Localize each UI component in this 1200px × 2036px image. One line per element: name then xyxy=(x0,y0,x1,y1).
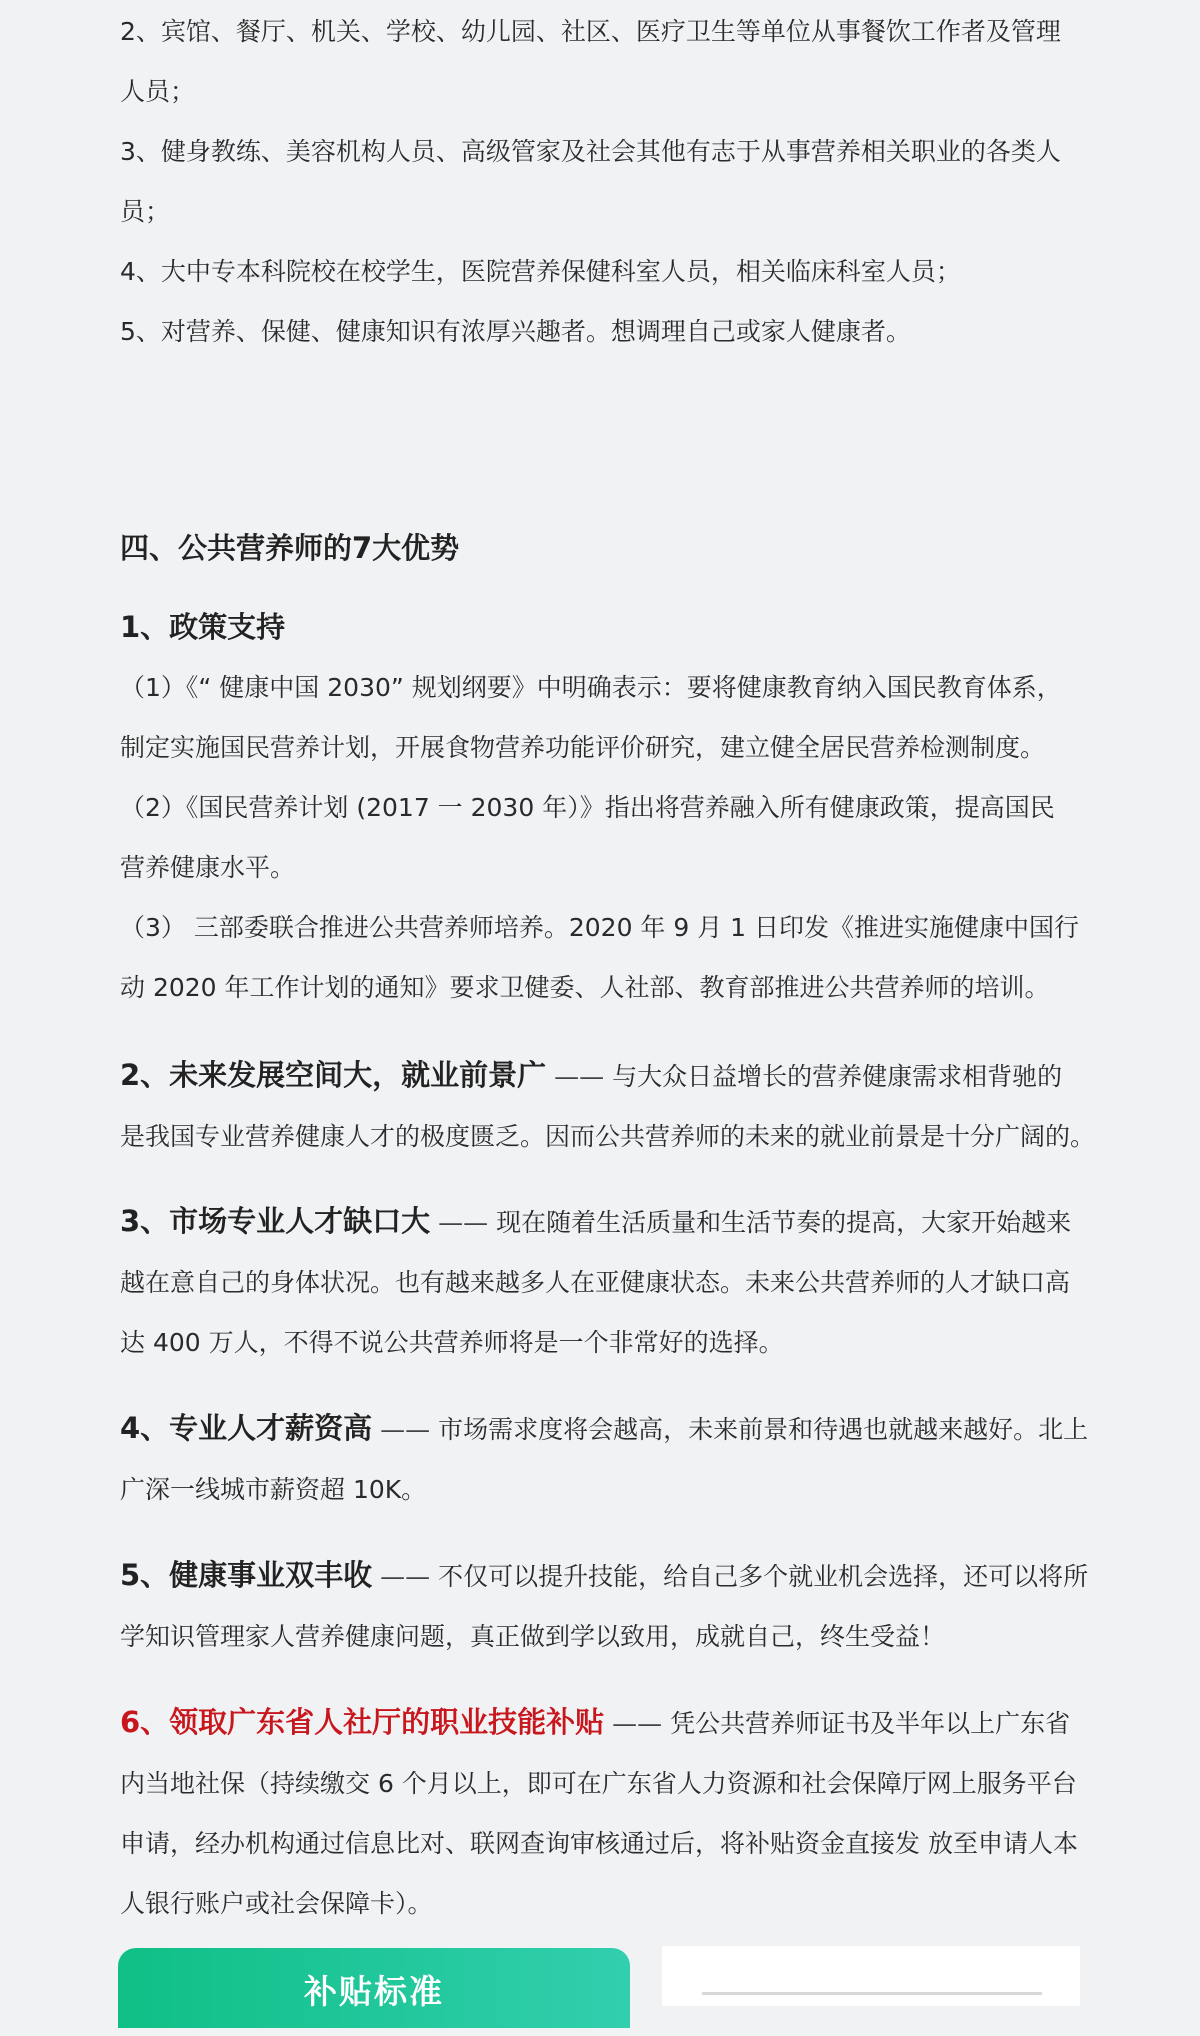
advantage-6-text: 人银行账户或社会保障卡）。 xyxy=(120,1889,433,1918)
policy-line: （1）《“ 健康中国 2030” 规划纲要》中明确表示：要将健康教育纳入国民教育体系， xyxy=(120,673,1062,702)
advantage-6-text: 内当地社保（持续缴交 6 个月以上，即可在广东省人力资源和社会保障厅网上服务平台 xyxy=(120,1769,1077,1798)
section-title: 四、公共营养师的7大优势 xyxy=(120,531,460,565)
advantage-6-text: 申请，经办机构通过信息比对、联网查询审核通过后，将补贴资金直接发 放至申请人本 xyxy=(120,1829,1078,1858)
subsidy-standard-button[interactable]: 补贴标准 xyxy=(118,1948,630,2028)
policy-line: （3） 三部委联合推进公共营养师培养。2020 年 9 月 1 日印发《推进实施健康中国行 xyxy=(120,913,1080,942)
advantage-2-title: 2、未来发展空间大，就业前景广 xyxy=(120,1058,547,1092)
dash-separator: —— xyxy=(430,1208,497,1237)
advantage-4-text: 广深一线城市薪资超 10K。 xyxy=(120,1475,427,1504)
policy-line: （2）《国民营养计划 (2017 一 2030 年）》指出将营养融入所有健康政策，提高国民 xyxy=(120,793,1055,822)
advantage-6 xyxy=(120,1692,1110,1934)
dash-separator: —— xyxy=(372,1562,439,1591)
policy-title: 1、政策支持 xyxy=(120,610,286,644)
dash-separator: —— xyxy=(604,1709,671,1738)
advantage-4-title: 4、专业人才薪资高 xyxy=(120,1411,373,1445)
advantage-4-text: 市场需求度将会越高，未来前景和待遇也就越来越好。北上 xyxy=(438,1415,1089,1444)
advantage-3-text: 越在意自己的身体状况。也有越来越多人在亚健康状态。未来公共营养师的人才缺口高 xyxy=(120,1268,1071,1297)
advantage-5-title: 5、健康事业双丰收 xyxy=(120,1558,373,1592)
advantage-2-text: 与大众日益增长的营养健康需求相背驰的 xyxy=(612,1062,1063,1091)
advantage-4 xyxy=(120,1398,1110,1520)
list-item: 3、健身教练、美容机构人员、高级管家及社会其他有志于从事营养相关职业的各类人 xyxy=(120,137,1061,166)
dash-separator: —— xyxy=(372,1415,439,1444)
advantage-2-text: 是我国专业营养健康人才的极度匮乏。因而公共营养师的未来的就业前景是十分广阔的。 xyxy=(120,1122,1096,1151)
advantage-5-text: 不仅可以提升技能，给自己多个就业机会选择，还可以将所 xyxy=(438,1562,1089,1591)
advantage-3-text: 达 400 万人，不得不说公共营养师将是一个非常好的选择。 xyxy=(120,1328,784,1357)
advantage-6-title: 6、领取广东省人社厅的职业技能补贴 xyxy=(120,1705,605,1739)
list-item: 人员； xyxy=(120,77,196,106)
policy-line: 营养健康水平。 xyxy=(120,853,296,882)
list-item: 员； xyxy=(120,197,171,226)
advantage-5 xyxy=(120,1545,1110,1667)
advantage-6-text: 凭公共营养师证书及半年以上广东省 xyxy=(670,1709,1071,1738)
eligible-list xyxy=(120,0,1110,362)
list-item: 4、大中专本科院校在校学生，医院营养保健科室人员，相关临床科室人员； xyxy=(120,257,961,286)
advantage-3-title: 3、市场专业人才缺口大 xyxy=(120,1204,431,1238)
policy-paragraphs xyxy=(120,658,1110,1018)
advantage-3-text: 现在随着生活质量和生活节奏的提高，大家开始越来 xyxy=(496,1208,1072,1237)
document-preview xyxy=(662,1946,1080,2006)
policy-line: 制定实施国民营养计划，开展食物营养功能评价研究，建立健全居民营养检测制度。 xyxy=(120,733,1046,762)
list-item: 5、对营养、保健、健康知识有浓厚兴趣者。想调理自己或家人健康者。 xyxy=(120,317,911,346)
advantage-5-text: 学知识管理家人营养健康问题，真正做到学以致用，成就自己，终生受益！ xyxy=(120,1622,946,1651)
advantage-3 xyxy=(120,1191,1110,1373)
policy-line: 动 2020 年工作计划的通知》要求卫健委、人社部、教育部推进公共营养师的培训。 xyxy=(120,973,1050,1002)
dash-separator: —— xyxy=(546,1062,613,1091)
document-text-line xyxy=(702,1992,1042,1995)
advantage-2 xyxy=(120,1045,1110,1167)
list-item: 2、宾馆、餐厅、机关、学校、幼儿园、社区、医疗卫生等单位从事餐饮工作者及管理 xyxy=(120,17,1061,46)
